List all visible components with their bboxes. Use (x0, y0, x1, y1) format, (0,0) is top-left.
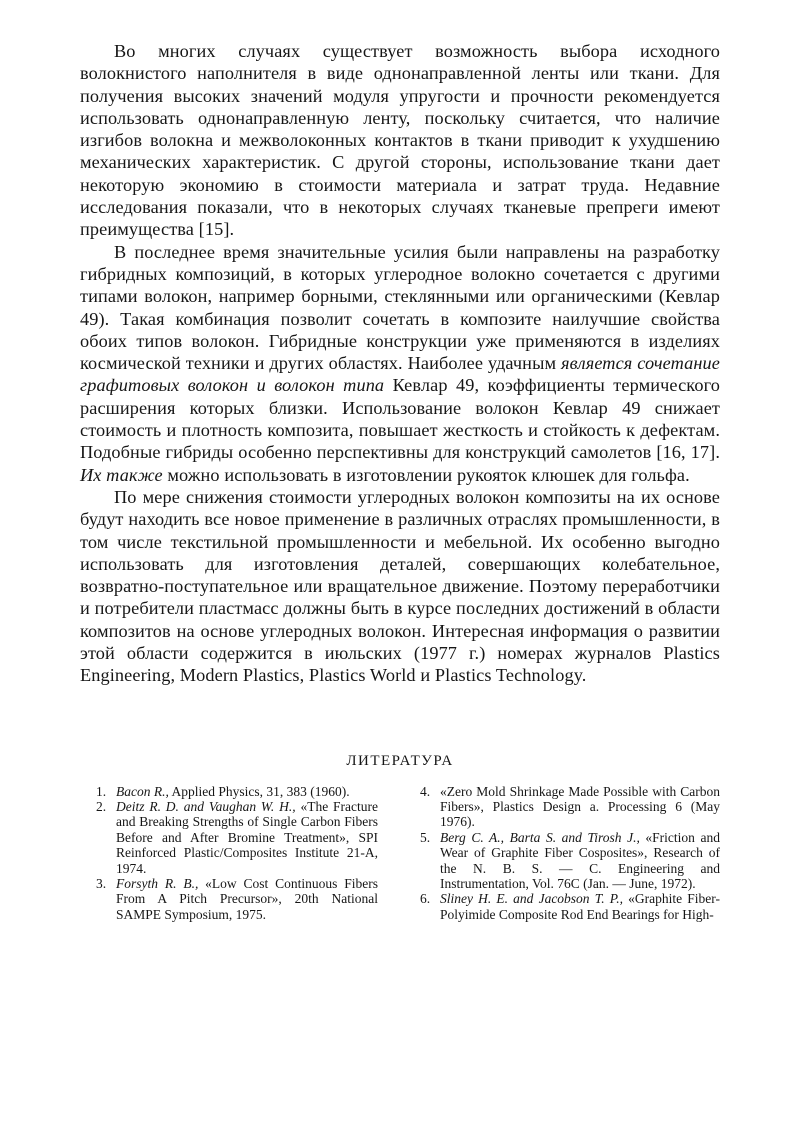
reference-column-left (96, 784, 378, 923)
reference-item (420, 830, 720, 892)
reference-text (440, 784, 720, 830)
text-run: Во многих случаях существует возможность выбора исходного волокнистого наполнителя в виде однонаправленной ленты или ткани. Для получения высоких значений модуля упругости и прочности рекомендуется использовать однонаправленную ленту, поскольку считается, что наличие изгибов волокна и межволоконных контактов в ткани приводит к ухудшению механических характеристик. С другой стороны, использование ткани дает некоторую экономию в стоимости материала и затрат труда. Недавние исследования показали, что в некоторых случаях тканевые препреги имеют преимущества [15]. (80, 41, 720, 240)
reference-title: «The Fracture and Breaking Strengths of Single Carbon Fibers Before and After Bromine Treatment», SPI Reinforced Plastic/Composites Institute 21-A, 1974. (116, 799, 379, 876)
reference-number: 4. (420, 783, 431, 799)
reference-author: Forsyth R. B., (116, 876, 199, 892)
literature-heading: ЛИТЕРАТУРА (346, 752, 454, 769)
text-run: В последнее время значительные усилия были направлены на разработку гибридных композиций, в которых углеродное волокно сочетается с другими типами волокон, например борными, стеклянными или органическими (Кевлар 49). Такая комбинация позволит сочетать в композите наилучшие свойства обоих типов волокон. Гибридные конструкции уже применяются в изделиях космической техники и других областях. Наиболее удачным (80, 241, 720, 374)
reference-number: 2. (96, 799, 107, 815)
reference-item (420, 784, 720, 830)
reference-list (80, 784, 720, 923)
paragraph (80, 241, 720, 486)
reference-author: Sliney H. E. and Jacobson T. P., (440, 891, 623, 907)
italic-text: является сочетание графитовых волокон и волокон типа (80, 353, 721, 396)
text-run: можно использовать в изготовлении рукояток клюшек для гольфа. (162, 464, 690, 485)
reference-title: «Zero Mold Shrinkage Made Possible with Carbon Fibers», Plastics Design a. Processing 6 (May 1976). (440, 783, 720, 830)
reference-item (420, 891, 720, 922)
text-run: Кевлар 49, коэффициенты термического расширения которых близки. Использование волокон Кевлар 49 снижает стоимость и плотность композита, повышает жесткость и стойкость к дефектам. Подобные гибриды особенно перспективны для конструкций самолетов [16, 17]. (80, 375, 720, 463)
reference-number: 6. (420, 891, 431, 907)
reference-item (96, 799, 378, 876)
reference-text (440, 891, 720, 922)
body-text (80, 40, 720, 687)
reference-number: 3. (96, 876, 107, 892)
reference-number: 1. (96, 783, 107, 799)
reference-title: Applied Physics, 31, 383 (1960). (168, 783, 350, 799)
reference-text (116, 799, 378, 876)
reference-author: Berg C. A., Barta S. and Tirosh J., (440, 829, 640, 845)
paragraph (80, 40, 720, 241)
reference-item (96, 876, 378, 922)
reference-column-right (420, 784, 720, 923)
paragraph (80, 486, 720, 687)
reference-title: «Friction and Wear of Graphite Fiber Cosposites», Research of the N. B. S. — C. Engineering and Instrumentation, Vol. 76C (Jan. — June, 1972). (440, 829, 720, 892)
reference-item (96, 784, 378, 799)
reference-text (440, 830, 720, 892)
reference-author: Deitz R. D. and Vaughan W. H., (116, 799, 296, 815)
reference-title: «Graphite Fiber-Polyimide Composite Rod End Bearings for High- (440, 891, 720, 922)
document-page (80, 40, 720, 922)
reference-title: «Low Cost Continuous Fibers From A Pitch Precursor», 20th National SAMPE Symposium, 1975. (116, 876, 378, 922)
italic-text: Их также (80, 464, 163, 485)
reference-text (116, 876, 378, 922)
reference-number: 5. (420, 829, 431, 845)
reference-text (116, 784, 378, 799)
reference-author: Bacon R., (116, 783, 169, 799)
text-run: По мере снижения стоимости углеродных волокон композиты на их основе будут находить все новое применение в различных отраслях промышленности, в том числе текстильной промышленности и мебельной. Их особенно выгодно использовать для изготовления деталей, совершающих колебательное, возвратно-поступательное или вращательное движение. Поэтому переработчики и потребители пластмасс должны быть в курсе последних достижений в области композитов на основе углеродных волокон. Интересная информация о развитии этой области содержится в июльских (1977 г.) номерах журналов Plastics Engineering, Modern Plastics, Plastics World и Plastics Technology. (80, 486, 720, 686)
